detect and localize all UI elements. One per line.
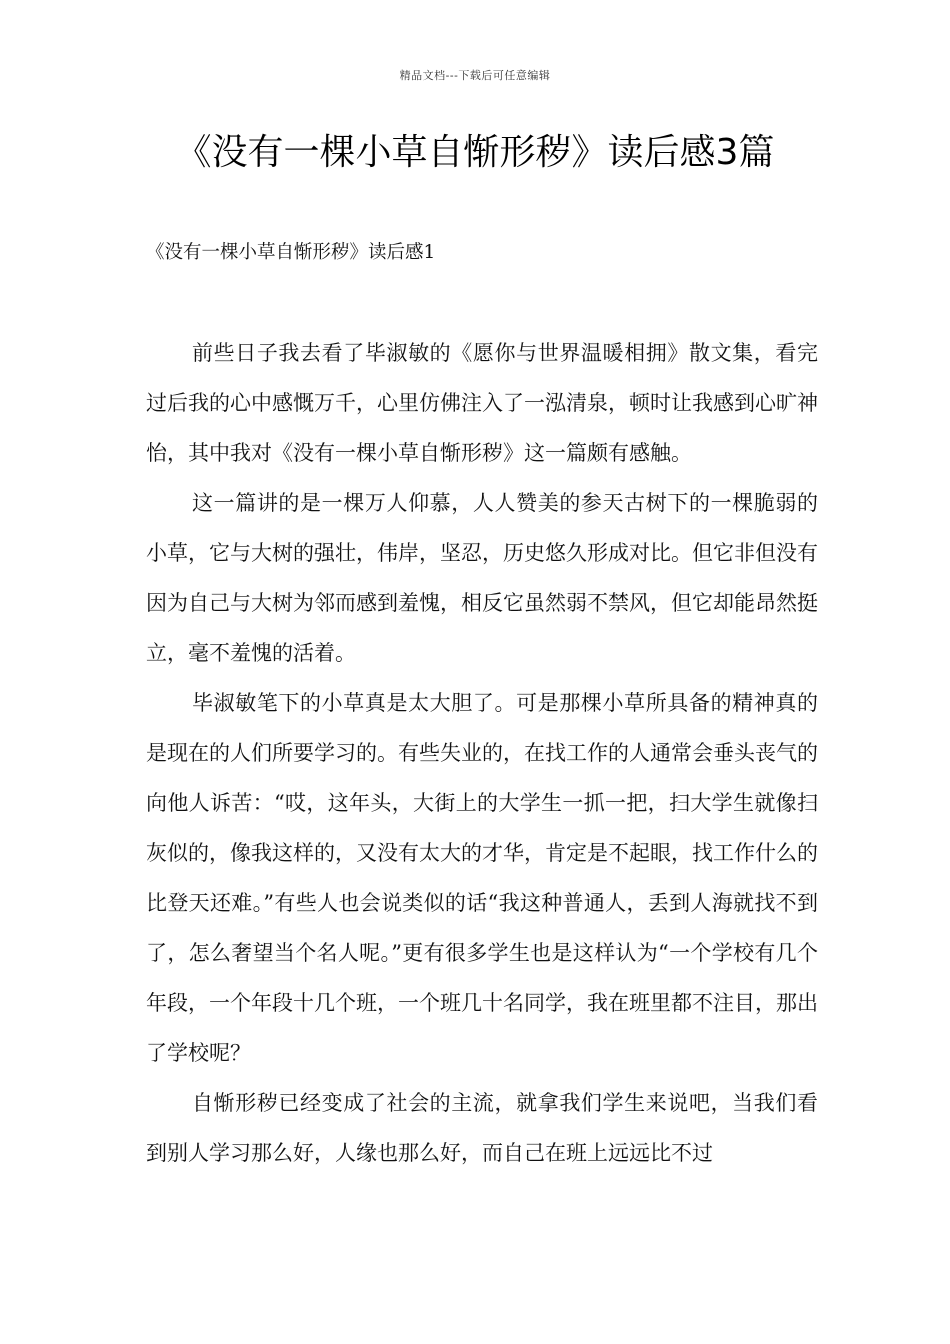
paragraph-4: 自惭形秽已经变成了社会的主流，就拿我们学生来说吧，当我们看到别人学习那么好，人缘也那么好，而自己在班上远远比不过 <box>146 1091 818 1165</box>
header-note: 精品文档---下载后可任意编辑 <box>399 69 551 82</box>
paragraph-3: 毕淑敏笔下的小草真是太大胆了。可是那棵小草所具备的精神真的是现在的人们所要学习的。有些失业的，在找工作的人通常会垂头丧气的向他人诉苦：“哎，这年头，大街上的大学生一抓一把，扫大学生就像扫灰似的，像我这样的，又没有太大的才华，肯定是不起眼，找工作什么的比登天还难。”有些人也会说类似的话“我这种普通人，丢到人海就找不到了，怎么奢望当个名人呢。”更有很多学生也是这样认为“一个学校有几个年段，一个年段十几个班，一个班几十名同学，我在班里都不注目，那出了学校呢？ <box>146 691 818 1065</box>
paragraph-1: 前些日子我去看了毕淑敏的《愿你与世界温暖相拥》散文集，看完过后我的心中感慨万千，心里仿佛注入了一泓清泉，顿时让我感到心旷神怡，其中我对《没有一棵小草自惭形秽》这一篇颇有感触。 <box>146 341 818 465</box>
section-title: 《没有一棵小草自惭形秽》读后感1 <box>146 242 436 263</box>
body-text <box>146 328 818 1178</box>
paragraph-2: 这一篇讲的是一棵万人仰慕，人人赞美的参天古树下的一棵脆弱的小草，它与大树的强壮，伟岸，坚忍，历史悠久形成对比。但它非但没有因为自己与大树为邻而感到羞愧，相反它虽然弱不禁风，但它却能昂然挺立，毫不羞愧的活着。 <box>146 491 818 665</box>
document-title: 《没有一棵小草自惭形秽》读后感3篇 <box>175 132 775 173</box>
